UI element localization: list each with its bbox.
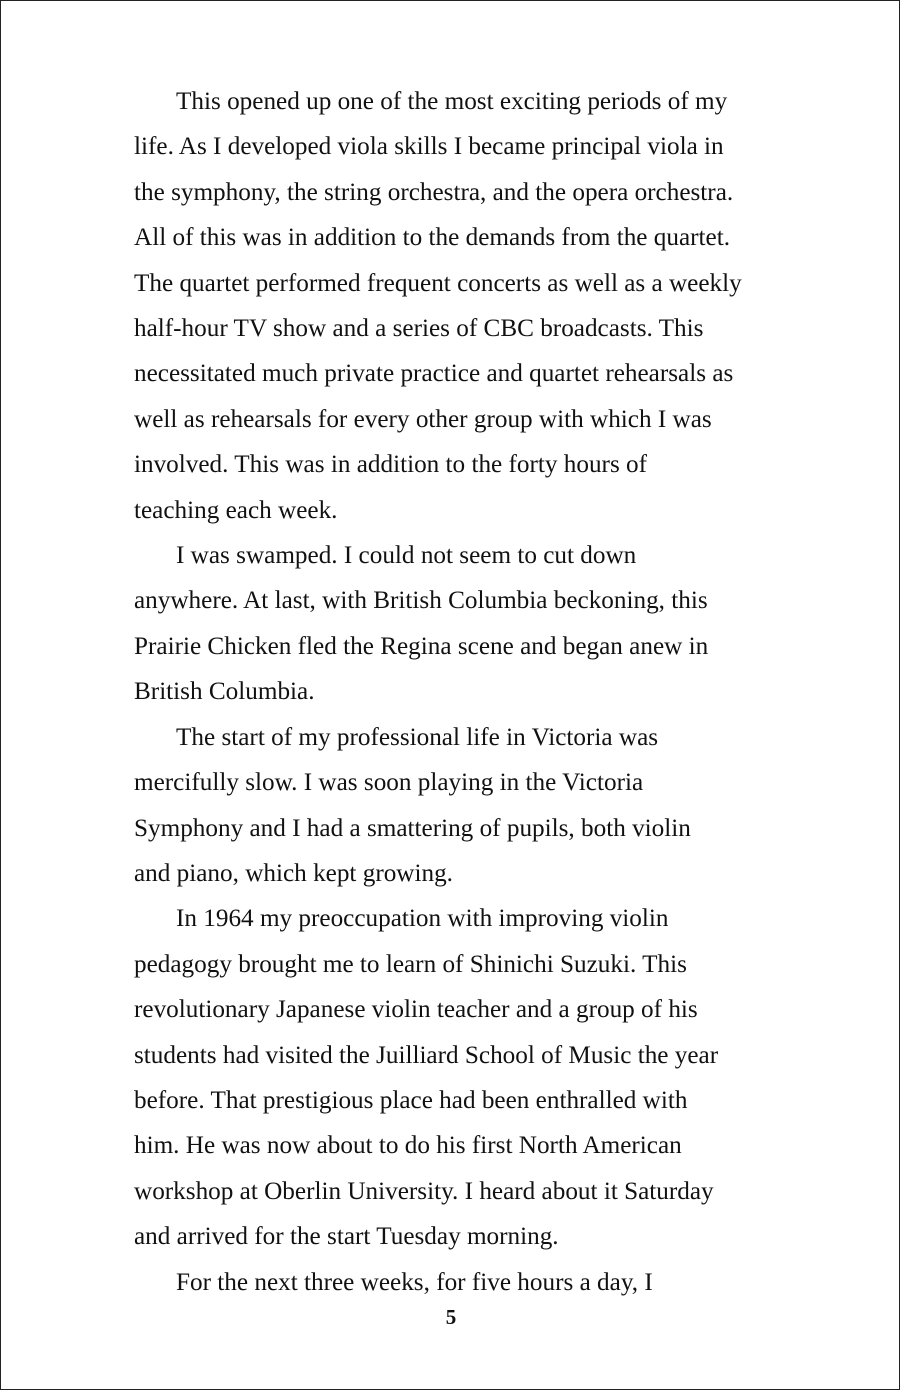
paragraph-3-line-2: mercifully slow. I was soon playing in the Victoria — [134, 769, 644, 797]
paragraph-4-line-7: workshop at Oberlin University. I heard about it Saturday — [134, 1177, 714, 1205]
paragraph-2-line-4: British Columbia. — [134, 678, 315, 706]
paragraph-4-line-2: pedagogy brought me to learn of Shinichi Suzuki. This — [134, 950, 687, 978]
paragraph-1-line-4: All of this was in addition to the demands from the quartet. — [134, 224, 730, 252]
paragraph-4-line-3: revolutionary Japanese violin teacher and a group of his — [134, 996, 698, 1024]
paragraph-1-line-9: involved. This was in addition to the forty hours of — [134, 451, 648, 479]
paragraph-1-line-1: This opened up one of the most exciting periods of my — [176, 88, 728, 115]
paragraph-1-line-5: The quartet performed frequent concerts as well as a weekly — [134, 269, 742, 297]
paragraph-1-line-8: well as rehearsals for every other group with which I was — [134, 405, 712, 433]
paragraph-4-line-6: him. He was now about to do his first North American — [134, 1132, 682, 1160]
paragraph-1-line-6: half-hour TV show and a series of CBC broadcasts. This — [134, 315, 704, 343]
body-text — [134, 79, 794, 1305]
page-number: 5 — [445, 1305, 457, 1329]
paragraph-1-line-7: necessitated much private practice and quartet rehearsals as — [134, 360, 734, 388]
paragraph-3-line-4: and piano, which kept growing. — [134, 859, 453, 887]
paragraph-4-line-5: before. That prestigious place had been enthralled with — [134, 1086, 688, 1114]
paragraph-2-line-3: Prairie Chicken fled the Regina scene and began anew in — [134, 632, 709, 660]
paragraph-4-line-8: and arrived for the start Tuesday morning. — [134, 1223, 559, 1251]
paragraph-2-line-2: anywhere. At last, with British Columbia beckoning, this — [134, 587, 708, 615]
paragraph-1-line-2: life. As I developed viola skills I became principal viola in — [134, 133, 724, 161]
paragraph-4-line-1: In 1964 my preoccupation with improving violin — [176, 905, 669, 933]
paragraph-2-line-1: I was swamped. I could not seem to cut down — [176, 542, 637, 570]
paragraph-1-line-3: the symphony, the string orchestra, and the opera orchestra. — [134, 178, 734, 206]
paragraph-1-line-10: teaching each week. — [134, 496, 338, 524]
paragraph-4-line-4: students had visited the Juilliard School of Music the year — [134, 1041, 719, 1069]
paragraph-3-line-3: Symphony and I had a smattering of pupils, both violin — [134, 814, 691, 842]
paragraph-3-line-1: The start of my professional life in Victoria was — [176, 723, 659, 751]
paragraph-5-line-1: For the next three weeks, for five hours a day, I — [176, 1268, 653, 1296]
